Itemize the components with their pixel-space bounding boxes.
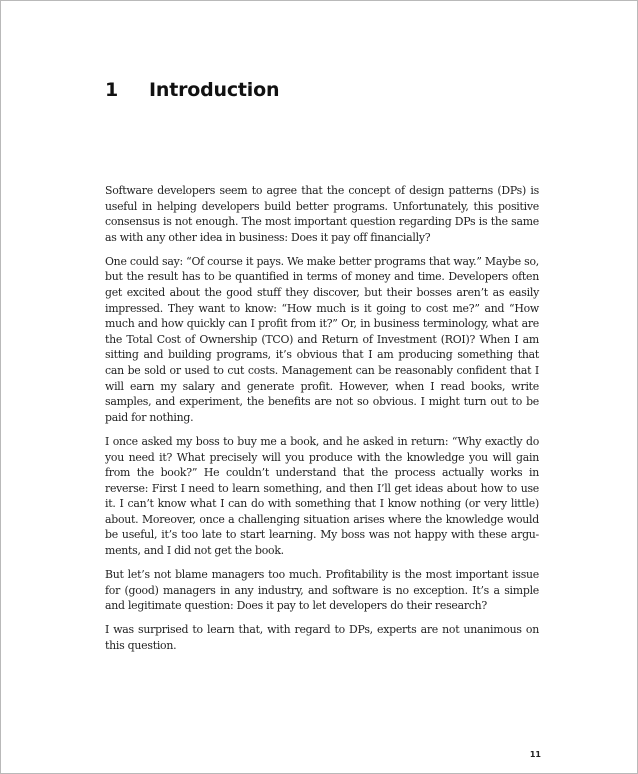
paragraph: But let’s not blame managers too much. Profitability is the most important issue for (good) managers in any industry, and software is no exception. It’s a simple and legitimate question: Does it pay to let developers do their research? (105, 568, 539, 613)
chapter-title: Introduction (149, 79, 280, 101)
paragraph: I once asked my boss to buy me a book, and he asked in return: “Why exactly do you need it? What precisely will you produce with the knowledge you will gain from the book?” He couldn’t understand that the process actually works in reverse: First I need to learn something, and then I’ll get ideas about how to use it. I can’t know what I can do with something that I know nothing (or very little) about. Moreover, once a challenging situation arises where the knowledge would be useful, it’s too late to start learning. My boss was not happy with these argu-ments, and I did not get the book. (105, 434, 539, 558)
page-number: 11 (529, 750, 541, 759)
paragraph: Software developers seem to agree that the concept of design patterns (DPs) is useful in helping developers build better programs. Unfortunately, this positive consensus is not enough. The most important question regarding DPs is the same as with any other idea in business: Does it pay off financially? (105, 184, 539, 244)
body-text (105, 183, 539, 662)
chapter-number: 1 (105, 79, 119, 101)
paragraph: One could say: “Of course it pays. We make better programs that way.” Maybe so, but the result has to be quantified in terms of money and time. Developers often get excited about the good stuff they discover, but their bosses aren’t as easily impressed. They want to know: “How much is it going to cost me?” and “How much and how quickly can I profit from it?” Or, in business terminology, what are the Total Cost of Ownership (TCO) and Return of Investment (ROI)? When I am sitting and building programs, it’s obvious that I am producing something that can be sold or used to cut costs. Management can be reasonably confident that I will earn my salary and generate profit. However, when I read books, write samples, and experiment, the benefits are not so obvious. I might turn out to be paid for nothing. (105, 254, 539, 424)
chapter-heading (105, 79, 279, 101)
paragraph: I was surprised to learn that, with regard to DPs, experts are not unanimous on this question. (105, 623, 539, 653)
